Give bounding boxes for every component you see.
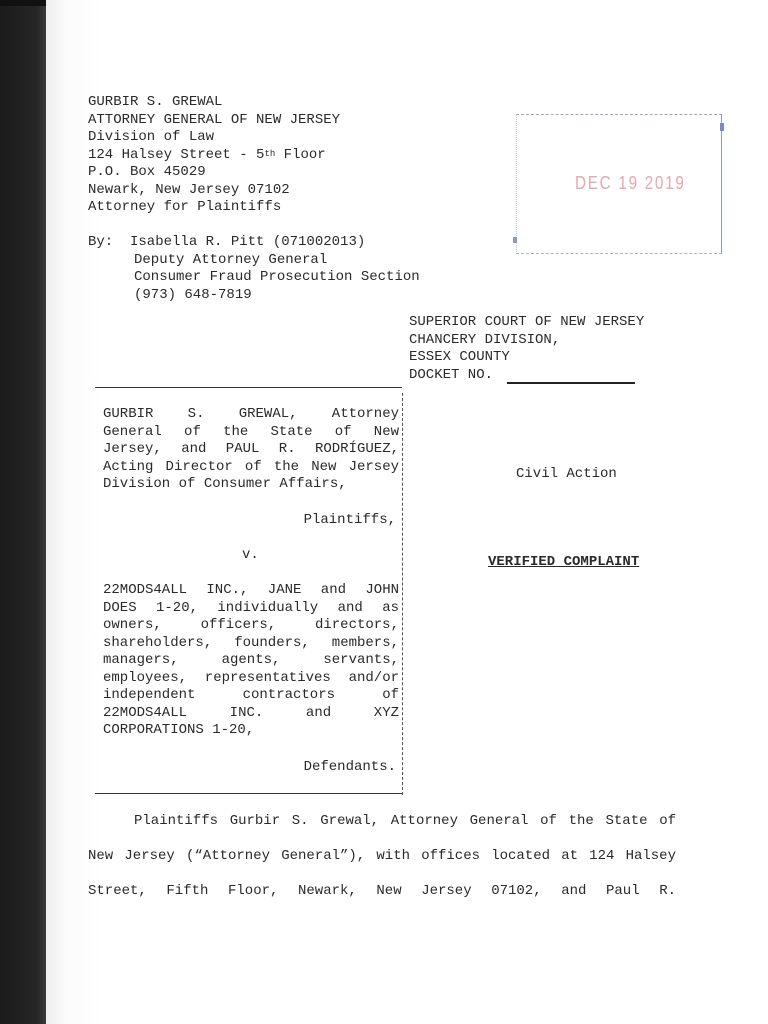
- stamp-date: DEC 19 2019: [575, 173, 686, 193]
- body-line: New Jersey (“Attorney General”), with offices located at 124 Halsey: [88, 848, 676, 864]
- caption-line: Division of Consumer Affairs,: [103, 476, 347, 492]
- civil-action-label: Civil Action: [516, 466, 617, 482]
- body-line: Street, Fifth Floor, Newark, New Jersey 07102, and Paul R.: [88, 883, 676, 899]
- caption-line: General of the State of New: [103, 423, 399, 440]
- caption-line: owners, officers, directors,: [103, 617, 399, 633]
- header-address-line: [88, 147, 326, 165]
- caption-line: independent contractors of: [103, 687, 399, 703]
- caption-line: CORPORATIONS 1-20,: [103, 722, 255, 738]
- docket-label: DOCKET NO.: [409, 366, 494, 383]
- caption-line: managers, agents, servants,: [103, 652, 399, 668]
- by-line: (973) 648-7819: [134, 286, 252, 303]
- caption-line: shareholders, founders, members,: [103, 634, 399, 651]
- caption-top-rule: [95, 387, 402, 388]
- header-line: ATTORNEY GENERAL OF NEW JERSEY: [88, 111, 341, 128]
- by-line: By: Isabella R. Pitt (071002013): [88, 234, 366, 250]
- plaintiffs-label: Plaintiffs,: [303, 512, 396, 528]
- court-line: ESSEX COUNTY: [409, 349, 510, 365]
- caption-line: 22MODS4ALL INC., JANE and JOHN: [103, 582, 399, 598]
- stamp-mark: [720, 123, 724, 131]
- versus-label: v.: [242, 547, 259, 563]
- docket-number-blank: [507, 382, 635, 384]
- header-line: Newark, New Jersey 07102: [88, 181, 290, 198]
- header-line: Attorney for Plaintiffs: [88, 199, 282, 215]
- defendants-label: Defendants.: [303, 759, 396, 775]
- address-street: 124 Halsey Street - 5: [88, 146, 265, 163]
- caption-line: employees, representatives and/or: [103, 669, 399, 686]
- caption-separator: [402, 393, 403, 795]
- binding-strip: [0, 0, 46, 1024]
- binding-tab: [0, 0, 52, 6]
- caption-line: GURBIR S. GREWAL, Attorney: [103, 406, 399, 422]
- caption-bottom-rule: [95, 793, 402, 794]
- court-line: CHANCERY DIVISION,: [409, 331, 561, 348]
- stamp-mark: [513, 237, 517, 243]
- address-ordinal: th: [264, 148, 276, 159]
- by-line: Consumer Fraud Prosecution Section: [134, 269, 420, 285]
- received-stamp: [516, 114, 722, 254]
- address-floor: Floor: [275, 146, 326, 163]
- caption-line: DOES 1-20, individually and as: [103, 599, 399, 616]
- court-line: SUPERIOR COURT OF NEW JERSEY: [409, 314, 645, 330]
- caption-line: 22MODS4ALL INC. and XYZ: [103, 704, 399, 721]
- header-line: GURBIR S. GREWAL: [88, 94, 223, 110]
- body-line: Plaintiffs Gurbir S. Grewal, Attorney General of the State of: [134, 813, 676, 829]
- header-line: P.O. Box 45029: [88, 164, 206, 180]
- by-line: Deputy Attorney General: [134, 251, 328, 268]
- header-line: Division of Law: [88, 129, 215, 145]
- document-title: VERIFIED COMPLAINT: [488, 554, 640, 570]
- caption-line: Jersey, and PAUL R. RODRÍGUEZ,: [103, 441, 399, 457]
- caption-line: Acting Director of the New Jersey: [103, 458, 399, 475]
